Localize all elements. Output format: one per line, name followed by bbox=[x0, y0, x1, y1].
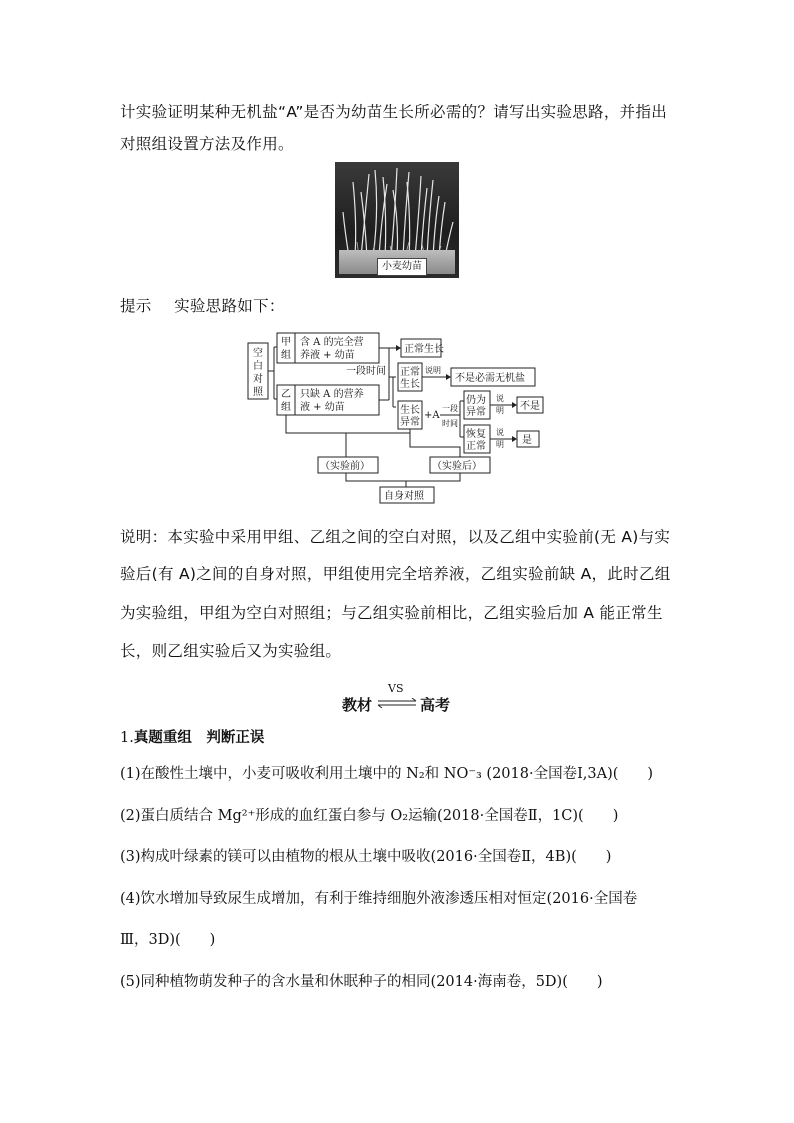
still-abnormal-line-1: 仍为 bbox=[466, 395, 486, 406]
period-2-line-1: 一段 bbox=[442, 404, 458, 413]
photo-caption: 小麦幼苗 bbox=[377, 258, 427, 276]
period-label: 一段时间 bbox=[346, 366, 386, 377]
group-jia-content-1: 含 A 的完全营 bbox=[300, 337, 364, 348]
section-right: 高考 bbox=[420, 696, 451, 714]
question-3: (3)构成叶绿素的镁可以由植物的根从土壤中吸收(2016·全国卷Ⅱ，4B)( ) bbox=[120, 849, 612, 865]
question-2: (2)蛋白质结合 Mg²⁺形成的血红蛋白参与 O₂运输(2018·全国卷Ⅱ，1C)( ) bbox=[120, 808, 619, 824]
plus-a-label: +A bbox=[424, 410, 440, 421]
is-yes-text: 是 bbox=[522, 435, 532, 446]
explain-label: 说明 bbox=[425, 366, 441, 375]
explain-2-arrowhead bbox=[512, 402, 517, 408]
question-5: (5)同种植物萌发种子的含水量和休眠种子的相同(2014·海南卷，5D)( ) bbox=[120, 974, 603, 990]
explain-arrowhead bbox=[446, 374, 451, 380]
explain-3-arrowhead bbox=[512, 436, 517, 442]
explanation-line-1: 说明：本实验中采用甲组、乙组之间的空白对照，以及乙组中实验前(无 A)与实 bbox=[120, 528, 671, 546]
intro-line-1: 计实验证明某种无机盐“A”是否为幼苗生长所必需的？请写出实验思路，并指出 bbox=[120, 103, 668, 121]
self-control-connector bbox=[346, 473, 460, 487]
not-needed-text: 不是必需无机盐 bbox=[455, 373, 525, 384]
section-heading bbox=[340, 684, 460, 718]
group-yi-content-1: 只缺 A 的营养 bbox=[300, 389, 364, 400]
explain-3-char-2: 明 bbox=[496, 440, 504, 449]
group-yi-char-2: 组 bbox=[281, 402, 291, 413]
explain-2-char-2: 明 bbox=[496, 406, 504, 415]
self-control-text: 自身对照 bbox=[384, 491, 424, 502]
hint-label: 提示 bbox=[120, 297, 152, 315]
yi-branch-lines bbox=[389, 377, 396, 407]
exchange-arrows-icon bbox=[376, 698, 418, 708]
intro-line-2: 对照组设置方法及作用。 bbox=[120, 135, 294, 153]
section-left: 教材 bbox=[342, 696, 373, 714]
hint-line bbox=[120, 292, 676, 320]
abnormal-line-2: 异常 bbox=[400, 417, 420, 428]
question-1: (1)在酸性土壤中，小麦可吸收利用土壤中的 N₂和 NO⁻₃ (2018·全国卷Ⅰ,3A)( ) bbox=[120, 766, 654, 782]
before-text: （实验前） bbox=[320, 461, 370, 472]
blank-control-char-2: 白 bbox=[253, 361, 263, 372]
is-not-text: 不是 bbox=[520, 401, 540, 412]
wheat-seedlings-photo bbox=[335, 162, 459, 278]
section-vs: VS bbox=[388, 682, 404, 695]
recovered-line-1: 恢复 bbox=[466, 429, 486, 440]
normal-growth-2-line-1: 正常 bbox=[400, 367, 420, 378]
group-jia-char-2: 组 bbox=[281, 350, 291, 361]
abnormal-line-1: 生长 bbox=[400, 405, 420, 416]
task-heading bbox=[120, 724, 680, 752]
still-abnormal-line-2: 异常 bbox=[466, 407, 486, 418]
task-number: 1. bbox=[120, 730, 134, 746]
hint-text: 实验思路如下： bbox=[174, 297, 285, 315]
question-4-line-2: Ⅲ，3D)( ) bbox=[120, 932, 216, 948]
arrow-to-normal bbox=[396, 345, 401, 351]
group-yi-char-1: 乙 bbox=[281, 389, 291, 400]
normal-growth-text: 正常生长 bbox=[404, 344, 444, 355]
period-2-line-2: 时间 bbox=[442, 419, 458, 428]
blank-control-char-3: 对 bbox=[253, 374, 263, 385]
explanation-line-3: 为实验组，甲组为空白对照组；与乙组实验前相比，乙组实验后加 A 能正常生 bbox=[120, 604, 663, 622]
blank-control-char-1: 空 bbox=[253, 348, 263, 359]
group-yi-content-2: 液 + 幼苗 bbox=[300, 402, 345, 413]
explanation-line-2: 验后(有 A)之间的自身对照，甲组使用完全培养液，乙组实验前缺 A，此时乙组 bbox=[120, 565, 671, 583]
experiment-flow-diagram bbox=[246, 329, 556, 507]
recovered-line-2: 正常 bbox=[466, 441, 486, 452]
task-title: 真题重组 判断正误 bbox=[133, 729, 265, 746]
after-text: （实验后） bbox=[432, 461, 482, 472]
normal-growth-2-line-2: 生长 bbox=[400, 379, 420, 390]
explain-3-char-1: 说 bbox=[496, 428, 504, 437]
explanation-line-4: 长，则乙组实验后又为实验组。 bbox=[120, 642, 342, 660]
group-jia-char-1: 甲 bbox=[281, 337, 291, 348]
bracket-lines bbox=[268, 347, 277, 399]
question-4-line-1: (4)饮水增加导致尿生成增加，有利于维持细胞外液渗透压相对恒定(2016·全国卷 bbox=[120, 891, 638, 907]
blank-control-char-4: 照 bbox=[253, 387, 263, 398]
bottom-connectors bbox=[286, 415, 460, 457]
explain-2-char-1: 说 bbox=[496, 394, 504, 403]
group-jia-content-2: 养液 + 幼苗 bbox=[300, 350, 355, 361]
